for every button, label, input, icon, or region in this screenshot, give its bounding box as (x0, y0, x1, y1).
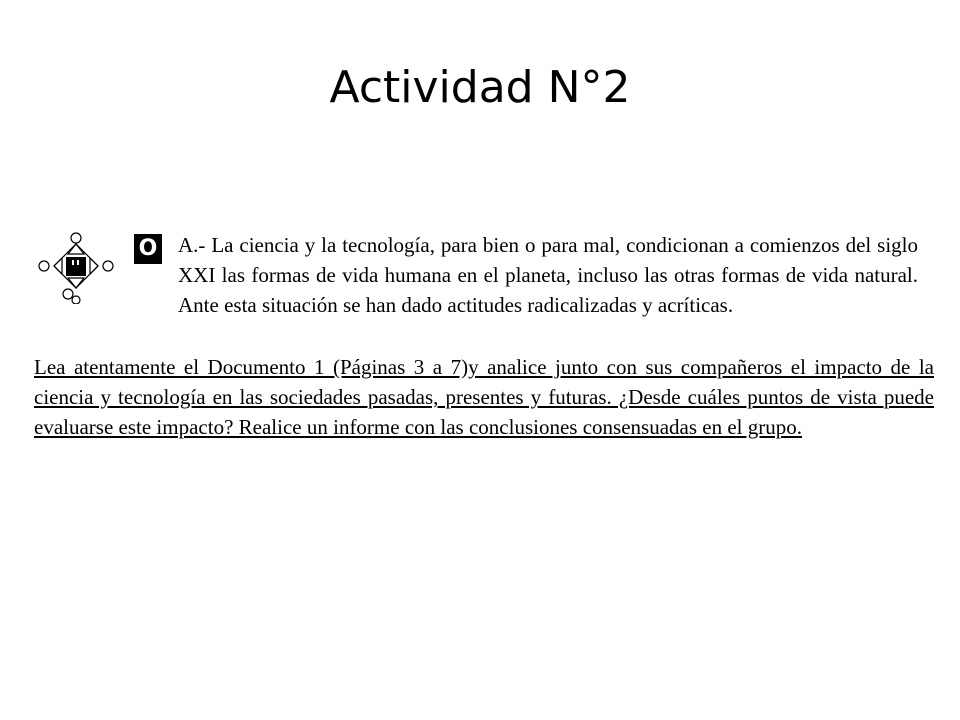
activity-description: A.- La ciencia y la tecnología, para bien o para mal, condicionan a comienzos del siglo XXI las formas de vida humana en el planeta, incluso las otras formas de vida natural. Ante esta situación se han dado actitudes radicalizadas y acríticas. (178, 233, 918, 317)
activity-type-badge: O (134, 234, 162, 264)
group-work-icon (36, 232, 120, 304)
activity-instruction: Lea atentamente el Documento 1 (Páginas 3 a 7)y analice junto con sus compañeros el impacto de la ciencia y tecnología en las sociedades pasadas, presentes y futuras. ¿Desde cuáles puntos de vista puede evaluarse este impacto? Realice un informe con las conclusiones consensuadas en el grupo. (34, 355, 934, 439)
slide-title: Actividad N°2 (329, 62, 631, 113)
